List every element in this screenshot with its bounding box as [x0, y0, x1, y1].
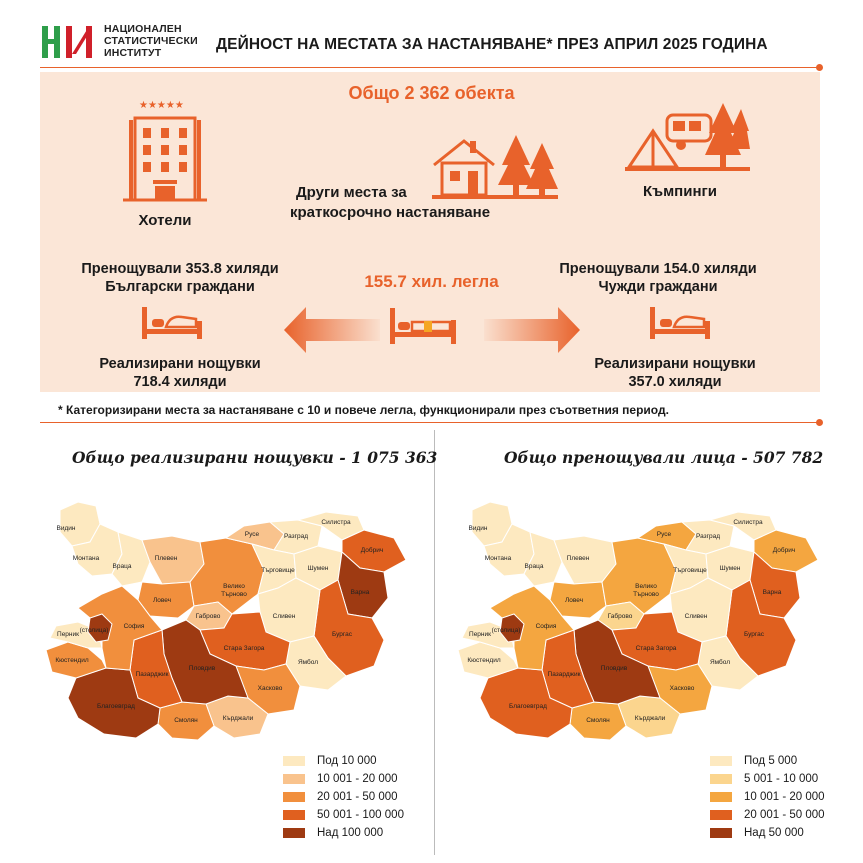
- beds-total: 155.7 хил. легла: [364, 272, 499, 291]
- legend-swatch: [710, 792, 732, 802]
- region-label: Пловдив: [600, 665, 628, 672]
- region-label: Търговище: [261, 567, 295, 574]
- legend-swatch: [710, 810, 732, 820]
- legend-item: [283, 824, 404, 842]
- region-label: Пазарджик: [135, 671, 169, 678]
- region-label: Ловеч: [152, 597, 172, 604]
- region-label: Разград: [695, 533, 721, 540]
- map-right-legend: [710, 752, 825, 842]
- other-places-line-1: Други места за: [296, 184, 407, 201]
- legend-label: Под 10 000: [317, 755, 377, 767]
- region-label: Смолян: [174, 717, 198, 724]
- bed-icon-left: [140, 305, 204, 346]
- foreign-nights-line-1: Реализирани нощувки: [594, 356, 756, 372]
- region-label: Стара Загора: [223, 645, 265, 652]
- region-label: Русе: [244, 531, 260, 538]
- bulgarian-nights-line-1: Реализирани нощувки: [99, 356, 261, 372]
- map-left-title: Общо реализирани нощувки - 1 075 363: [72, 448, 438, 467]
- region-label: София: [123, 623, 145, 630]
- legend-label: Под 5 000: [744, 755, 798, 767]
- region-label: Кюстендил: [55, 657, 89, 664]
- legend-label: Над 100 000: [317, 827, 384, 839]
- region-label: Смолян: [586, 717, 610, 724]
- region-label: Ловеч: [564, 597, 584, 604]
- region-label: Русе: [656, 531, 672, 538]
- region-label: Сливен: [684, 613, 708, 620]
- logo-line-2: СТАТИСТИЧЕСКИ: [104, 35, 198, 47]
- region-label: Монтана: [72, 555, 100, 562]
- region-label: Плевен: [154, 555, 178, 562]
- region-label: Ямбол: [709, 659, 731, 666]
- legend-item: [710, 806, 825, 824]
- legend-item: [283, 788, 404, 806]
- region-label: Добрич: [360, 547, 384, 554]
- legend-swatch: [283, 828, 305, 838]
- legend-label: 20 001 - 50 000: [744, 809, 825, 821]
- legend-item: [710, 824, 825, 842]
- other-places-line-2: краткосрочно настаняване: [290, 204, 491, 221]
- bed-icon-right: [648, 305, 712, 346]
- hotels-label: Хотели: [138, 212, 192, 229]
- arrow-right-icon: [484, 307, 580, 358]
- legend-label: 50 001 - 100 000: [317, 809, 404, 821]
- region-label: Благоевград: [509, 703, 547, 710]
- region-label: Търново: [221, 591, 247, 598]
- region-label: Враца: [524, 563, 544, 570]
- logo-line-3: ИНСТИТУТ: [104, 47, 162, 59]
- legend-item: [710, 752, 825, 770]
- camping-icon: [625, 103, 750, 180]
- legend-item: [283, 752, 404, 770]
- region-label: Силистра: [733, 519, 763, 526]
- legend-label: Над 50 000: [744, 827, 804, 839]
- footnote-divider: [40, 422, 818, 423]
- hotel-icon: [115, 98, 215, 209]
- logo-text: [104, 23, 198, 59]
- region-label: Враца: [112, 563, 132, 570]
- header-divider: [40, 67, 818, 68]
- legend-swatch: [283, 756, 305, 766]
- foreign-nights: [555, 355, 795, 391]
- legend-swatch: [283, 810, 305, 820]
- footnote: * Категоризирани места за настаняване с 10 и повече легла, функционирали през съответния период.: [58, 403, 669, 417]
- region-label: Габрово: [195, 613, 221, 620]
- region-label: Добрич: [772, 547, 796, 554]
- region-label: Перник: [57, 631, 79, 638]
- arrow-left-icon: [284, 307, 380, 358]
- region-label: Велико: [635, 583, 657, 590]
- region-label: Бургас: [331, 631, 353, 638]
- region-label: (столица): [79, 627, 109, 634]
- map-left: [38, 490, 420, 767]
- foreign-guests: [538, 260, 778, 296]
- legend-label: 10 001 - 20 000: [317, 773, 398, 785]
- region-label: Ямбол: [297, 659, 319, 666]
- region-label: Видин: [468, 525, 488, 532]
- legend-item: [283, 770, 404, 788]
- region-label: Габрово: [607, 613, 633, 620]
- region-label: Варна: [762, 589, 782, 596]
- map-right: [450, 490, 832, 767]
- bed-icon-center: [388, 306, 458, 351]
- region-label: Стара Загора: [635, 645, 677, 652]
- foreign-guests-line-1: Пренощували 154.0 хиляди: [559, 261, 757, 277]
- map-left-legend: [283, 752, 404, 842]
- campings-label: Къмпинги: [643, 183, 717, 200]
- region-label: Търговище: [673, 567, 707, 574]
- page-title: ДЕЙНОСТ НА МЕСТАТА ЗА НАСТАНЯВАНЕ* ПРЕЗ АПРИЛ 2025 ГОДИНА: [216, 36, 768, 53]
- region-label: Плевен: [566, 555, 590, 562]
- nsi-logo: [40, 20, 100, 64]
- region-велико-търново: [602, 538, 676, 614]
- region-label: Велико: [223, 583, 245, 590]
- header-divider-dot: [816, 64, 823, 71]
- region-label: Хасково: [257, 685, 283, 692]
- region-label: Хасково: [669, 685, 695, 692]
- bulgarian-guests-line-1: Пренощували 353.8 хиляди: [81, 261, 279, 277]
- region-label: Шумен: [719, 565, 741, 572]
- region-label: Кюстендил: [467, 657, 501, 664]
- legend-swatch: [710, 756, 732, 766]
- region-label: Силистра: [321, 519, 351, 526]
- region-label: Пловдив: [188, 665, 216, 672]
- legend-label: 5 001 - 10 000: [744, 773, 819, 785]
- region-label: Кърджали: [634, 715, 666, 722]
- bulgarian-guests-line-2: Български граждани: [105, 279, 255, 295]
- map-right-title: Общо пренощували лица - 507 782: [504, 448, 824, 467]
- legend-label: 10 001 - 20 000: [744, 791, 825, 803]
- logo-line-1: НАЦИОНАЛЕН: [104, 23, 182, 35]
- vertical-divider: [434, 430, 435, 855]
- region-label: Търново: [633, 591, 659, 598]
- region-label: Разград: [283, 533, 309, 540]
- legend-swatch: [710, 774, 732, 784]
- legend-label: 20 001 - 50 000: [317, 791, 398, 803]
- region-label: Шумен: [307, 565, 329, 572]
- region-label: Благоевград: [97, 703, 135, 710]
- region-label: (столица): [491, 627, 521, 634]
- svg-text:★★★★★: ★★★★★: [139, 100, 184, 111]
- region-label: Сливен: [272, 613, 296, 620]
- foreign-guests-line-2: Чужди граждани: [598, 279, 718, 295]
- other-places-label: [290, 183, 490, 223]
- legend-swatch: [283, 774, 305, 784]
- foreign-nights-line-2: 357.0 хиляди: [628, 374, 722, 390]
- legend-item: [283, 806, 404, 824]
- region-label: Пазарджик: [547, 671, 581, 678]
- region-label: Видин: [56, 525, 76, 532]
- region-label: София: [535, 623, 557, 630]
- region-label: Монтана: [484, 555, 512, 562]
- footnote-divider-dot: [816, 419, 823, 426]
- bulgarian-nights: [60, 355, 300, 391]
- legend-item: [710, 788, 825, 806]
- legend-item: [710, 770, 825, 788]
- legend-swatch: [710, 828, 732, 838]
- total-objects: Общо 2 362 обекта: [348, 83, 515, 103]
- region-label: Бургас: [743, 631, 765, 638]
- region-label: Кърджали: [222, 715, 254, 722]
- region-label: Варна: [350, 589, 370, 596]
- bulgarian-nights-line-2: 718.4 хиляди: [133, 374, 227, 390]
- region-велико-търново: [190, 538, 264, 614]
- legend-swatch: [283, 792, 305, 802]
- region-label: Перник: [469, 631, 491, 638]
